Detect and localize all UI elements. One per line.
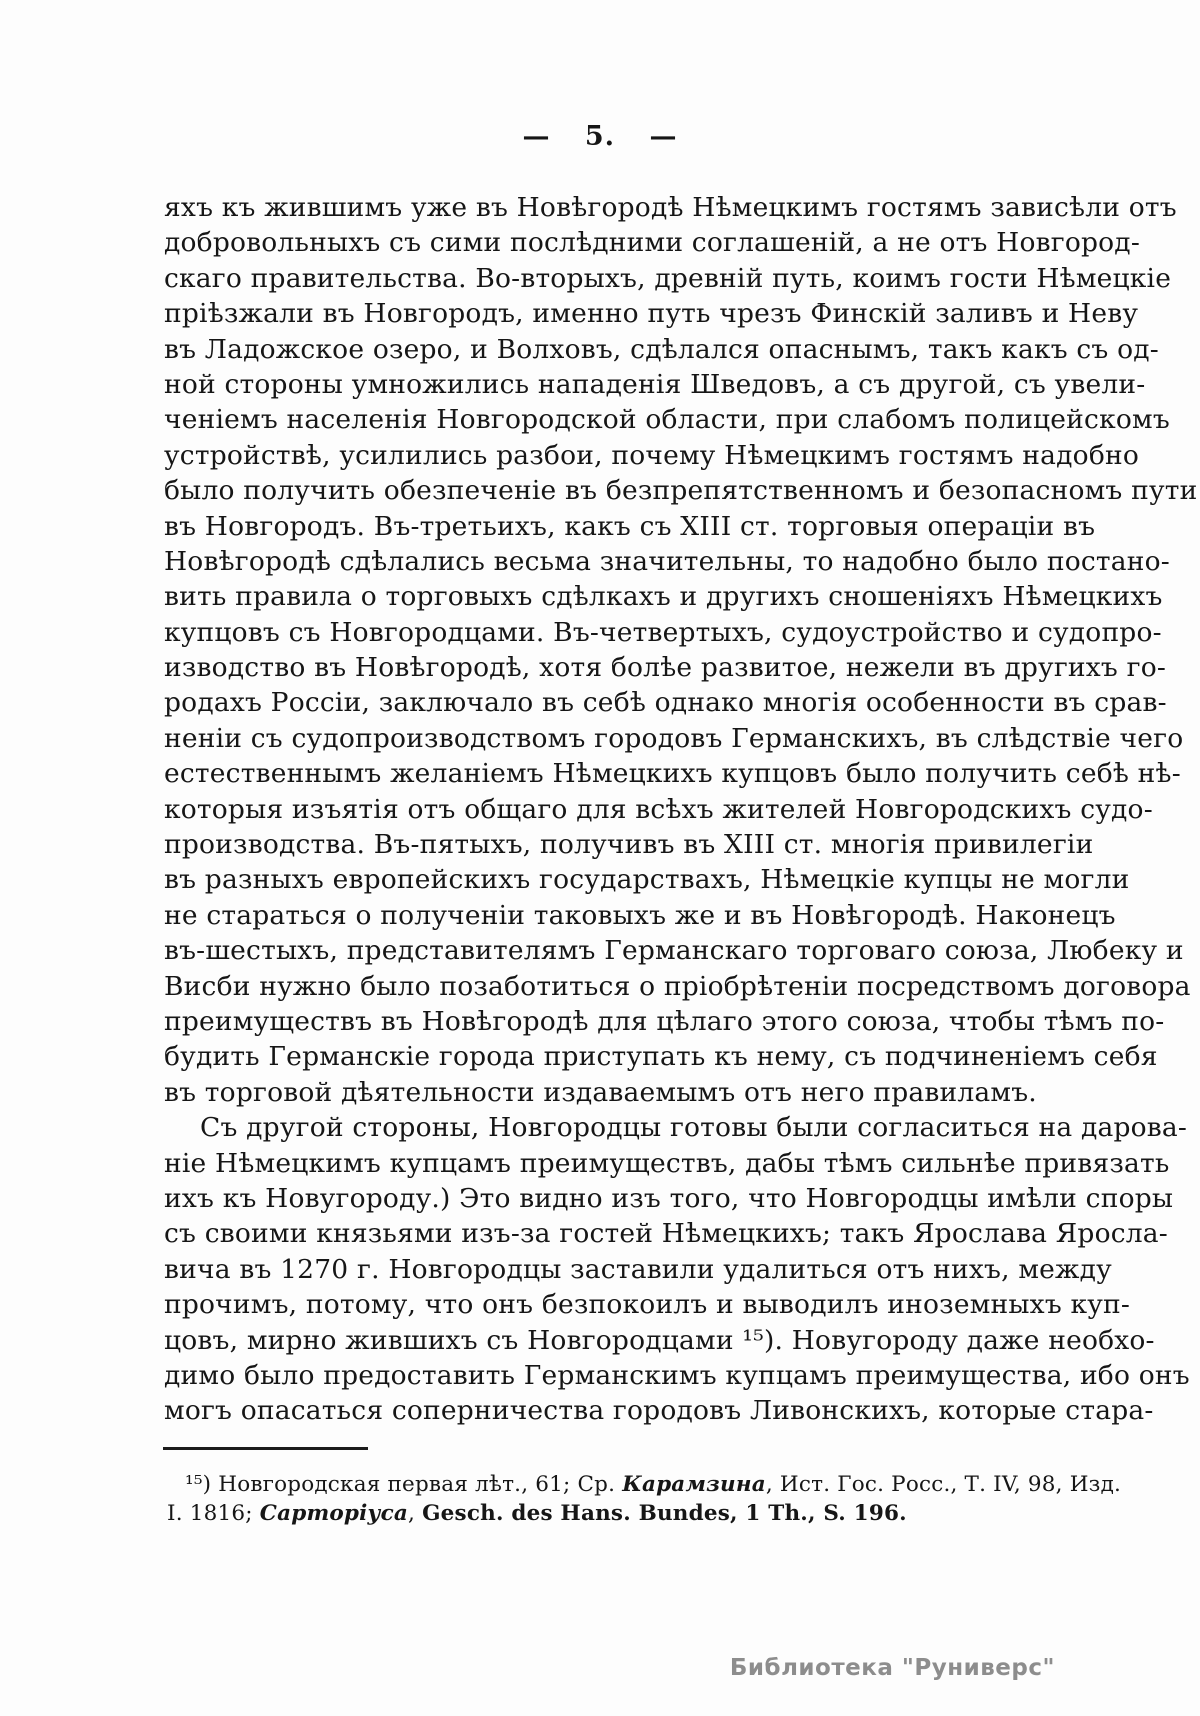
text-line: устройствѣ, усилились разбои, почему Нѣмецкимъ гостямъ надобно — [164, 439, 1139, 471]
text-line: въ Ладожское озеро, и Волховъ, сдѣлался опаснымъ, такъ какъ съ од- — [164, 333, 1159, 365]
footnote-text-segment: , Ист. Гос. Росс., Т. IV, 98, Изд. — [765, 1472, 1122, 1497]
watermark-library-runivers: Библиотека "Руниверс" — [729, 1655, 1055, 1681]
text-line: купцовъ съ Новгородцами. Въ-четвертыхъ, судоустройство и судопро- — [164, 616, 1162, 648]
text-line: Новѣгородѣ сдѣлались весьма значительны, то надобно было постано- — [164, 545, 1170, 577]
text-line: яхъ къ жившимъ уже въ Новѣгородѣ Нѣмецкимъ гостямъ зависѣли отъ — [164, 192, 1177, 223]
text-line: вить правила о торговыхъ сдѣлкахъ и другихъ сношеніяхъ Нѣмецкихъ — [164, 581, 1163, 613]
text-line: преимуществъ въ Новѣгородѣ для цѣлаго этого союза, чтобы тѣмъ по- — [164, 1005, 1165, 1037]
text-line: съ своими князьями изъ-за гостей Нѣмецкихъ; такъ Ярослава Яросла- — [164, 1218, 1168, 1250]
text-line: не стараться о полученіи таковыхъ же и въ Новѣгородѣ. Наконецъ — [164, 899, 1116, 931]
text-line: въ-шестыхъ, представителямъ Германскаго торговаго союза, Любеку и — [164, 935, 1184, 967]
text-line: Висби нужно было позаботиться о пріобрѣтеніи посредствомъ договора — [164, 970, 1191, 1002]
text-line: пріѣзжали въ Новгородъ, именно путь чрезъ Финскій заливъ и Неву — [164, 298, 1139, 330]
footnote-text-segment: , — [408, 1500, 423, 1526]
footnote-line — [167, 1500, 1033, 1529]
footnote-text-segment: Сарторіуса — [259, 1500, 409, 1526]
footnote-text-segment: Gesch. des Hans. Bundes, 1 Th., S. 196. — [422, 1500, 907, 1526]
text-line: было получить обезпеченіе въ безпрепятственномъ и безопасномъ пути — [164, 475, 1198, 507]
text-line: которыя изъятія отъ общаго для всѣхъ жителей Новгородскихъ судо- — [164, 793, 1153, 825]
text-line: неніи съ судопроизводствомъ городовъ Германскихъ, въ слѣдствіе чего — [164, 722, 1184, 754]
text-line: ніе Нѣмецкимъ купцамъ преимуществъ, дабы тѣмъ сильнѣе привязать — [164, 1147, 1170, 1179]
text-line: изводство въ Новѣгородѣ, хотя болѣе развитое, нежели въ другихъ го- — [164, 652, 1167, 684]
text-line: добровольныхъ съ сими послѣдними соглашеній, а не отъ Новгород- — [164, 227, 1140, 259]
text-line: димо было предоставить Германскимъ купцамъ преимущества, ибо онъ — [164, 1359, 1190, 1391]
text-line: въ торговой дѣятельности издаваемымъ отъ него правиламъ. — [164, 1076, 1037, 1108]
text-line: цовъ, мирно жившихъ съ Новгородцами ¹⁵). Новугороду даже необхо- — [164, 1324, 1155, 1356]
text-line: ихъ къ Новугороду.) Это видно изъ того, что Новгородцы имѣли споры — [164, 1182, 1174, 1214]
footnote-text-segment: ¹⁵) Новгородская первая лѣт., 61; Ср. — [185, 1472, 623, 1497]
text-line: прочимъ, потому, что онъ безпокоилъ и выводилъ иноземныхъ куп- — [164, 1289, 1131, 1321]
footnote-separator-rule — [163, 1447, 368, 1450]
text-line: могъ опасаться соперничества городовъ Ливонскихъ, которые стара- — [164, 1395, 1154, 1427]
footnote-text-segment: I. 1816; — [167, 1500, 260, 1526]
footnote-line — [167, 1471, 1122, 1500]
text-line: въ разныхъ европейскихъ государствахъ, Нѣмецкіе купцы не могли — [164, 864, 1130, 896]
page-number: — 5. — — [522, 121, 678, 152]
text-line: вича въ 1270 г. Новгородцы заставили удалиться отъ нихъ, между — [164, 1253, 1112, 1285]
text-line: производства. Въ-пятыхъ, получивъ въ XIII ст. многія привилегіи — [164, 829, 1094, 861]
text-line: скаго правительства. Во-вторыхъ, древній путь, коимъ гости Нѣмецкіе — [164, 262, 1172, 294]
footnote-text-segment: Карамзина — [622, 1472, 766, 1497]
text-line: Съ другой стороны, Новгородцы готовы были согласиться на дарова- — [200, 1112, 1188, 1144]
body-text — [164, 190, 1198, 1429]
text-line: ченіемъ населенія Новгородской области, при слабомъ полицейскомъ — [164, 404, 1170, 436]
text-line: естественнымъ желаніемъ Нѣмецкихъ купцовъ было получить себѣ нѣ- — [164, 758, 1181, 790]
text-line: въ Новгородъ. Въ-третьихъ, какъ съ XIII ст. торговыя операціи въ — [164, 510, 1096, 542]
text-line: родахъ Россіи, заключало въ себѣ однако многія особенности въ срав- — [164, 687, 1167, 719]
text-line: будить Германскіе города приступать къ нему, съ подчиненіемъ себя — [164, 1041, 1158, 1073]
footnote — [167, 1471, 1122, 1528]
text-line: ной стороны умножились нападенія Шведовъ, а съ другой, съ увели- — [164, 368, 1146, 400]
